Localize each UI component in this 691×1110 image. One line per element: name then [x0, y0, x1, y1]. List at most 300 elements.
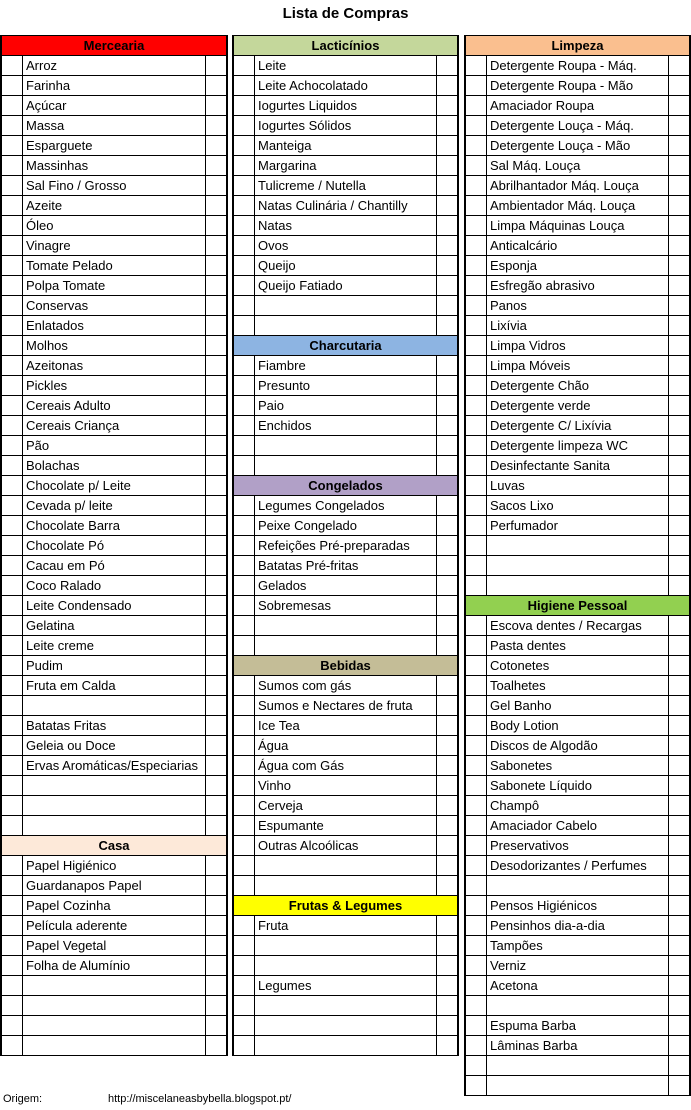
check-box-right[interactable] [436, 936, 458, 956]
check-box-left[interactable] [465, 256, 487, 276]
check-box-left[interactable] [233, 376, 255, 396]
check-box-right[interactable] [668, 756, 690, 776]
check-box-left[interactable] [1, 1036, 23, 1056]
check-box-left[interactable] [465, 796, 487, 816]
list-item [233, 976, 458, 996]
check-box-right[interactable] [668, 996, 690, 1016]
check-box-left[interactable] [1, 276, 23, 296]
check-box-right[interactable] [668, 956, 690, 976]
check-box-right[interactable] [205, 956, 227, 976]
check-box-right[interactable] [668, 976, 690, 996]
check-box-right[interactable] [668, 576, 690, 596]
check-box-right[interactable] [436, 76, 458, 96]
check-box-left[interactable] [465, 456, 487, 476]
check-box-right[interactable] [668, 836, 690, 856]
check-box-right[interactable] [436, 136, 458, 156]
check-box-left[interactable] [1, 876, 23, 896]
check-box-right[interactable] [205, 696, 227, 716]
check-box-right[interactable] [436, 796, 458, 816]
check-box-right[interactable] [668, 536, 690, 556]
check-box-left[interactable] [233, 716, 255, 736]
check-box-left[interactable] [1, 916, 23, 936]
check-box-right[interactable] [436, 916, 458, 936]
check-box-right[interactable] [436, 836, 458, 856]
check-box-left[interactable] [1, 416, 23, 436]
check-box-right[interactable] [205, 916, 227, 936]
check-box-right[interactable] [205, 296, 227, 316]
item-label: Detergente C/ Lixívia [490, 418, 612, 433]
check-box-right[interactable] [436, 176, 458, 196]
check-box-left[interactable] [465, 696, 487, 716]
check-box-left[interactable] [233, 136, 255, 156]
check-box-left[interactable] [1, 196, 23, 216]
check-box-left[interactable] [465, 976, 487, 996]
check-box-right[interactable] [205, 436, 227, 456]
check-box-left[interactable] [465, 1036, 487, 1056]
check-box-right[interactable] [205, 896, 227, 916]
check-box-right[interactable] [205, 796, 227, 816]
check-box-right[interactable] [436, 256, 458, 276]
check-box-right[interactable] [205, 196, 227, 216]
check-box-right[interactable] [436, 296, 458, 316]
check-box-right[interactable] [205, 816, 227, 836]
check-box-left[interactable] [1, 116, 23, 136]
check-box-right[interactable] [668, 656, 690, 676]
list-item [1, 356, 227, 376]
check-box-right[interactable] [668, 56, 690, 76]
check-box-left[interactable] [233, 756, 255, 776]
check-box-right[interactable] [205, 656, 227, 676]
check-box-right[interactable] [668, 76, 690, 96]
list-item [465, 796, 690, 816]
check-box-right[interactable] [436, 696, 458, 716]
check-box-left[interactable] [465, 1016, 487, 1036]
check-box-left[interactable] [1, 256, 23, 276]
check-box-right[interactable] [205, 596, 227, 616]
check-box-right[interactable] [436, 876, 458, 896]
check-box-left[interactable] [233, 1016, 255, 1036]
check-box-left[interactable] [233, 276, 255, 296]
check-box-left[interactable] [233, 256, 255, 276]
check-box-right[interactable] [436, 976, 458, 996]
check-box-left[interactable] [1, 356, 23, 376]
check-box-left[interactable] [233, 96, 255, 116]
check-box-right[interactable] [205, 776, 227, 796]
check-box-right[interactable] [205, 876, 227, 896]
check-box-left[interactable] [1, 896, 23, 916]
check-box-left[interactable] [233, 596, 255, 616]
check-box-left[interactable] [1, 496, 23, 516]
check-box-left[interactable] [233, 316, 255, 336]
check-box-right[interactable] [668, 936, 690, 956]
check-box-left[interactable] [1, 956, 23, 976]
check-box-left[interactable] [1, 396, 23, 416]
check-box-right[interactable] [205, 996, 227, 1016]
check-box-left[interactable] [233, 876, 255, 896]
check-box-right[interactable] [205, 576, 227, 596]
check-box-right[interactable] [205, 676, 227, 696]
check-box-right[interactable] [668, 736, 690, 756]
check-box-left[interactable] [233, 776, 255, 796]
check-box-right[interactable] [205, 376, 227, 396]
check-box-left[interactable] [233, 116, 255, 136]
check-box-right[interactable] [668, 136, 690, 156]
check-box-left[interactable] [1, 1016, 23, 1036]
check-box-left[interactable] [233, 816, 255, 836]
check-box-left[interactable] [1, 756, 23, 776]
check-box-right[interactable] [205, 736, 227, 756]
check-box-right[interactable] [436, 736, 458, 756]
check-box-right[interactable] [668, 396, 690, 416]
check-box-left[interactable] [465, 356, 487, 376]
check-box-left[interactable] [233, 996, 255, 1016]
check-box-right[interactable] [205, 936, 227, 956]
check-box-right[interactable] [205, 536, 227, 556]
check-box-right[interactable] [436, 776, 458, 796]
check-box-left[interactable] [1, 856, 23, 876]
check-box-right[interactable] [668, 296, 690, 316]
check-box-left[interactable] [465, 616, 487, 636]
check-box-right[interactable] [668, 696, 690, 716]
check-box-left[interactable] [465, 936, 487, 956]
check-box-left[interactable] [233, 516, 255, 536]
check-box-right[interactable] [668, 916, 690, 936]
check-box-right[interactable] [205, 1016, 227, 1036]
check-box-right[interactable] [436, 576, 458, 596]
check-box-right[interactable] [668, 96, 690, 116]
check-box-left[interactable] [465, 836, 487, 856]
check-box-left[interactable] [1, 336, 23, 356]
check-box-left[interactable] [465, 756, 487, 776]
check-box-right[interactable] [668, 116, 690, 136]
check-box-right[interactable] [205, 476, 227, 496]
check-box-right[interactable] [205, 56, 227, 76]
check-box-right[interactable] [668, 1036, 690, 1056]
check-box-left[interactable] [1, 76, 23, 96]
check-box-left[interactable] [1, 976, 23, 996]
check-box-right[interactable] [205, 316, 227, 336]
check-box-left[interactable] [1, 636, 23, 656]
check-box-right[interactable] [436, 816, 458, 836]
check-box-left[interactable] [1, 516, 23, 536]
check-box-left[interactable] [1, 796, 23, 816]
check-box-left[interactable] [1, 96, 23, 116]
check-box-right[interactable] [436, 496, 458, 516]
check-box-right[interactable] [668, 196, 690, 216]
check-box-right[interactable] [668, 316, 690, 336]
check-box-right[interactable] [436, 556, 458, 576]
check-box-right[interactable] [205, 96, 227, 116]
check-box-right[interactable] [668, 256, 690, 276]
check-box-left[interactable] [465, 476, 487, 496]
check-box-left[interactable] [1, 476, 23, 496]
check-box-left[interactable] [465, 896, 487, 916]
check-box-left[interactable] [465, 176, 487, 196]
check-box-left[interactable] [233, 436, 255, 456]
check-box-right[interactable] [205, 716, 227, 736]
check-box-right[interactable] [205, 456, 227, 476]
check-box-left[interactable] [1, 56, 23, 76]
check-box-left[interactable] [1, 296, 23, 316]
check-box-right[interactable] [205, 856, 227, 876]
check-box-left[interactable] [233, 936, 255, 956]
check-box-right[interactable] [436, 316, 458, 336]
check-box-right[interactable] [436, 856, 458, 876]
check-box-left[interactable] [1, 656, 23, 676]
check-box-right[interactable] [205, 136, 227, 156]
check-box-left[interactable] [1, 816, 23, 836]
check-box-left[interactable] [465, 576, 487, 596]
check-box-left[interactable] [1, 156, 23, 176]
check-box-left[interactable] [465, 1056, 487, 1076]
check-box-right[interactable] [205, 336, 227, 356]
check-box-left[interactable] [233, 836, 255, 856]
check-box-left[interactable] [1, 776, 23, 796]
check-box-left[interactable] [465, 536, 487, 556]
check-box-right[interactable] [436, 396, 458, 416]
check-box-right[interactable] [668, 176, 690, 196]
check-box-right[interactable] [436, 416, 458, 436]
check-box-right[interactable] [668, 776, 690, 796]
check-box-left[interactable] [1, 176, 23, 196]
check-box-left[interactable] [465, 516, 487, 536]
check-box-right[interactable] [436, 756, 458, 776]
check-box-right[interactable] [436, 56, 458, 76]
check-box-right[interactable] [205, 216, 227, 236]
check-box-right[interactable] [436, 676, 458, 696]
check-box-left[interactable] [233, 696, 255, 716]
check-box-right[interactable] [436, 436, 458, 456]
check-box-left[interactable] [233, 356, 255, 376]
check-box-left[interactable] [465, 156, 487, 176]
check-box-right[interactable] [205, 256, 227, 276]
check-box-left[interactable] [465, 336, 487, 356]
check-box-right[interactable] [668, 556, 690, 576]
footer-source-url[interactable]: http://miscelaneasbybella.blogspot.pt/ [108, 1093, 292, 1105]
check-box-left[interactable] [233, 536, 255, 556]
check-box-left[interactable] [465, 816, 487, 836]
check-box-right[interactable] [205, 416, 227, 436]
check-box-right[interactable] [205, 976, 227, 996]
check-box-right[interactable] [668, 676, 690, 696]
check-box-left[interactable] [233, 676, 255, 696]
check-box-right[interactable] [436, 456, 458, 476]
check-box-left[interactable] [1, 596, 23, 616]
check-box-right[interactable] [436, 716, 458, 736]
check-box-right[interactable] [205, 76, 227, 96]
check-box-right[interactable] [436, 376, 458, 396]
check-box-left[interactable] [465, 776, 487, 796]
check-box-left[interactable] [1, 436, 23, 456]
item-label: Fiambre [258, 358, 306, 373]
check-box-left[interactable] [465, 996, 487, 1016]
check-box-right[interactable] [436, 996, 458, 1016]
check-box-left[interactable] [1, 556, 23, 576]
check-box-left[interactable] [1, 236, 23, 256]
check-box-right[interactable] [436, 516, 458, 536]
check-box-right[interactable] [668, 1056, 690, 1076]
check-box-right[interactable] [668, 896, 690, 916]
check-box-right[interactable] [668, 616, 690, 636]
check-box-left[interactable] [465, 556, 487, 576]
check-box-left[interactable] [233, 156, 255, 176]
check-box-right[interactable] [205, 1036, 227, 1056]
check-box-right[interactable] [668, 356, 690, 376]
check-box-left[interactable] [465, 116, 487, 136]
check-box-right[interactable] [436, 536, 458, 556]
check-box-left[interactable] [233, 976, 255, 996]
check-box-right[interactable] [205, 496, 227, 516]
check-box-right[interactable] [668, 636, 690, 656]
check-box-left[interactable] [1, 616, 23, 636]
check-box-right[interactable] [668, 476, 690, 496]
check-box-left[interactable] [465, 496, 487, 516]
check-box-left[interactable] [465, 296, 487, 316]
check-box-right[interactable] [668, 376, 690, 396]
check-box-left[interactable] [465, 716, 487, 736]
check-box-right[interactable] [668, 876, 690, 896]
check-box-left[interactable] [233, 396, 255, 416]
check-box-left[interactable] [465, 856, 487, 876]
check-box-left[interactable] [465, 216, 487, 236]
check-box-left[interactable] [465, 56, 487, 76]
check-box-left[interactable] [465, 676, 487, 696]
check-box-right[interactable] [668, 796, 690, 816]
check-box-left[interactable] [465, 416, 487, 436]
check-box-left[interactable] [233, 216, 255, 236]
check-box-left[interactable] [1, 376, 23, 396]
check-box-left[interactable] [233, 236, 255, 256]
check-box-right[interactable] [205, 756, 227, 776]
check-box-left[interactable] [465, 316, 487, 336]
check-box-right[interactable] [205, 636, 227, 656]
check-box-left[interactable] [465, 396, 487, 416]
check-box-right[interactable] [668, 856, 690, 876]
check-box-right[interactable] [668, 716, 690, 736]
check-box-left[interactable] [465, 436, 487, 456]
check-box-left[interactable] [465, 96, 487, 116]
check-box-right[interactable] [436, 636, 458, 656]
check-box-left[interactable] [465, 276, 487, 296]
check-box-right[interactable] [436, 236, 458, 256]
check-box-left[interactable] [465, 956, 487, 976]
check-box-left[interactable] [233, 956, 255, 976]
check-box-right[interactable] [205, 276, 227, 296]
check-box-left[interactable] [1, 456, 23, 476]
check-box-left[interactable] [465, 636, 487, 656]
check-box-right[interactable] [436, 616, 458, 636]
check-box-right[interactable] [668, 1016, 690, 1036]
check-box-left[interactable] [465, 656, 487, 676]
check-box-right[interactable] [668, 1076, 690, 1096]
check-box-left[interactable] [233, 56, 255, 76]
check-box-left[interactable] [465, 876, 487, 896]
check-box-right[interactable] [436, 276, 458, 296]
check-box-left[interactable] [1, 996, 23, 1016]
check-box-right[interactable] [205, 356, 227, 376]
check-box-right[interactable] [668, 516, 690, 536]
check-box-left[interactable] [1, 316, 23, 336]
check-box-left[interactable] [1, 676, 23, 696]
check-box-right[interactable] [205, 116, 227, 136]
check-box-left[interactable] [465, 136, 487, 156]
check-box-left[interactable] [233, 796, 255, 816]
check-box-left[interactable] [1, 696, 23, 716]
check-box-left[interactable] [465, 376, 487, 396]
check-box-right[interactable] [205, 176, 227, 196]
check-box-left[interactable] [233, 196, 255, 216]
check-box-right[interactable] [436, 956, 458, 976]
check-box-left[interactable] [233, 496, 255, 516]
check-box-right[interactable] [668, 276, 690, 296]
check-box-right[interactable] [205, 616, 227, 636]
check-box-right[interactable] [436, 216, 458, 236]
check-box-left[interactable] [233, 76, 255, 96]
check-box-right[interactable] [205, 396, 227, 416]
check-box-left[interactable] [465, 76, 487, 96]
check-box-left[interactable] [233, 616, 255, 636]
check-box-right[interactable] [668, 436, 690, 456]
check-box-right[interactable] [436, 196, 458, 216]
check-box-right[interactable] [436, 156, 458, 176]
check-box-right[interactable] [205, 516, 227, 536]
check-box-left[interactable] [1, 216, 23, 236]
check-box-left[interactable] [233, 736, 255, 756]
check-box-right[interactable] [668, 236, 690, 256]
check-box-right[interactable] [668, 336, 690, 356]
check-box-left[interactable] [233, 916, 255, 936]
check-box-right[interactable] [668, 816, 690, 836]
check-box-left[interactable] [1, 136, 23, 156]
check-box-right[interactable] [668, 416, 690, 436]
check-box-right[interactable] [668, 496, 690, 516]
check-box-left[interactable] [465, 236, 487, 256]
check-box-right[interactable] [436, 116, 458, 136]
check-box-left[interactable] [233, 636, 255, 656]
check-box-left[interactable] [233, 296, 255, 316]
check-box-right[interactable] [436, 356, 458, 376]
check-box-left[interactable] [233, 176, 255, 196]
check-box-left[interactable] [233, 416, 255, 436]
item-label: Massinhas [26, 158, 89, 173]
check-box-left[interactable] [1, 716, 23, 736]
check-box-left[interactable] [233, 456, 255, 476]
check-box-left[interactable] [233, 856, 255, 876]
check-box-right[interactable] [436, 1016, 458, 1036]
check-box-right[interactable] [668, 216, 690, 236]
check-box-left[interactable] [233, 556, 255, 576]
check-box-right[interactable] [205, 556, 227, 576]
check-box-left[interactable] [1, 536, 23, 556]
check-box-left[interactable] [233, 576, 255, 596]
check-box-left[interactable] [465, 736, 487, 756]
check-box-left[interactable] [465, 196, 487, 216]
check-box-left[interactable] [233, 1036, 255, 1056]
check-box-left[interactable] [465, 1076, 487, 1096]
check-box-right[interactable] [205, 236, 227, 256]
item-label: Massa [26, 118, 65, 133]
check-box-right[interactable] [436, 96, 458, 116]
check-box-left[interactable] [1, 736, 23, 756]
check-box-left[interactable] [465, 916, 487, 936]
check-box-right[interactable] [436, 596, 458, 616]
check-box-right[interactable] [436, 1036, 458, 1056]
check-box-right[interactable] [668, 156, 690, 176]
check-box-left[interactable] [1, 936, 23, 956]
check-box-left[interactable] [1, 576, 23, 596]
check-box-right[interactable] [668, 456, 690, 476]
check-box-right[interactable] [205, 156, 227, 176]
